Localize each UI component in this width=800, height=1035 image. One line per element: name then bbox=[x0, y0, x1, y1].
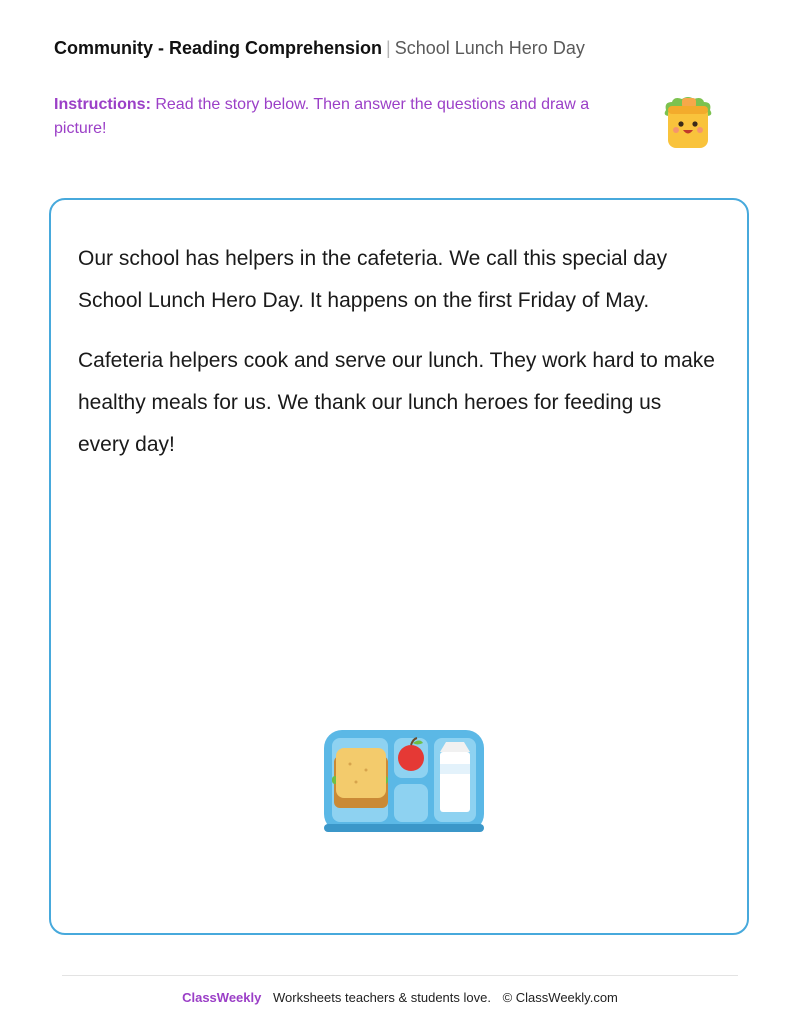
worksheet-title: Community - Reading Comprehension bbox=[54, 38, 383, 58]
footer-copyright: © ClassWeekly.com bbox=[502, 990, 618, 1005]
footer bbox=[0, 990, 800, 1005]
story-text bbox=[78, 238, 718, 484]
worksheet-subtitle: School Lunch Hero Day bbox=[394, 38, 585, 58]
header-separator: | bbox=[386, 38, 391, 58]
sandwich-mascot-icon bbox=[662, 96, 714, 150]
worksheet-header bbox=[54, 36, 614, 60]
instructions bbox=[54, 93, 614, 141]
lunch-tray-icon bbox=[322, 728, 486, 834]
instructions-text: Read the story below. Then answer the questions and draw a picture! bbox=[54, 96, 590, 137]
story-box bbox=[49, 198, 749, 935]
footer-brand: ClassWeekly bbox=[182, 990, 262, 1005]
instructions-label: Instructions: bbox=[54, 96, 151, 113]
footer-divider bbox=[62, 975, 738, 976]
story-paragraph: Our school has helpers in the cafeteria. We call this special day School Lunch Hero Day. It happens on the first Friday of May. bbox=[78, 247, 668, 312]
footer-tagline: Worksheets teachers & students love. bbox=[272, 990, 491, 1005]
story-paragraph: Cafeteria helpers cook and serve our lunch. They work hard to make healthy meals for us. We thank our lunch heroes for feeding us every day! bbox=[78, 349, 715, 456]
